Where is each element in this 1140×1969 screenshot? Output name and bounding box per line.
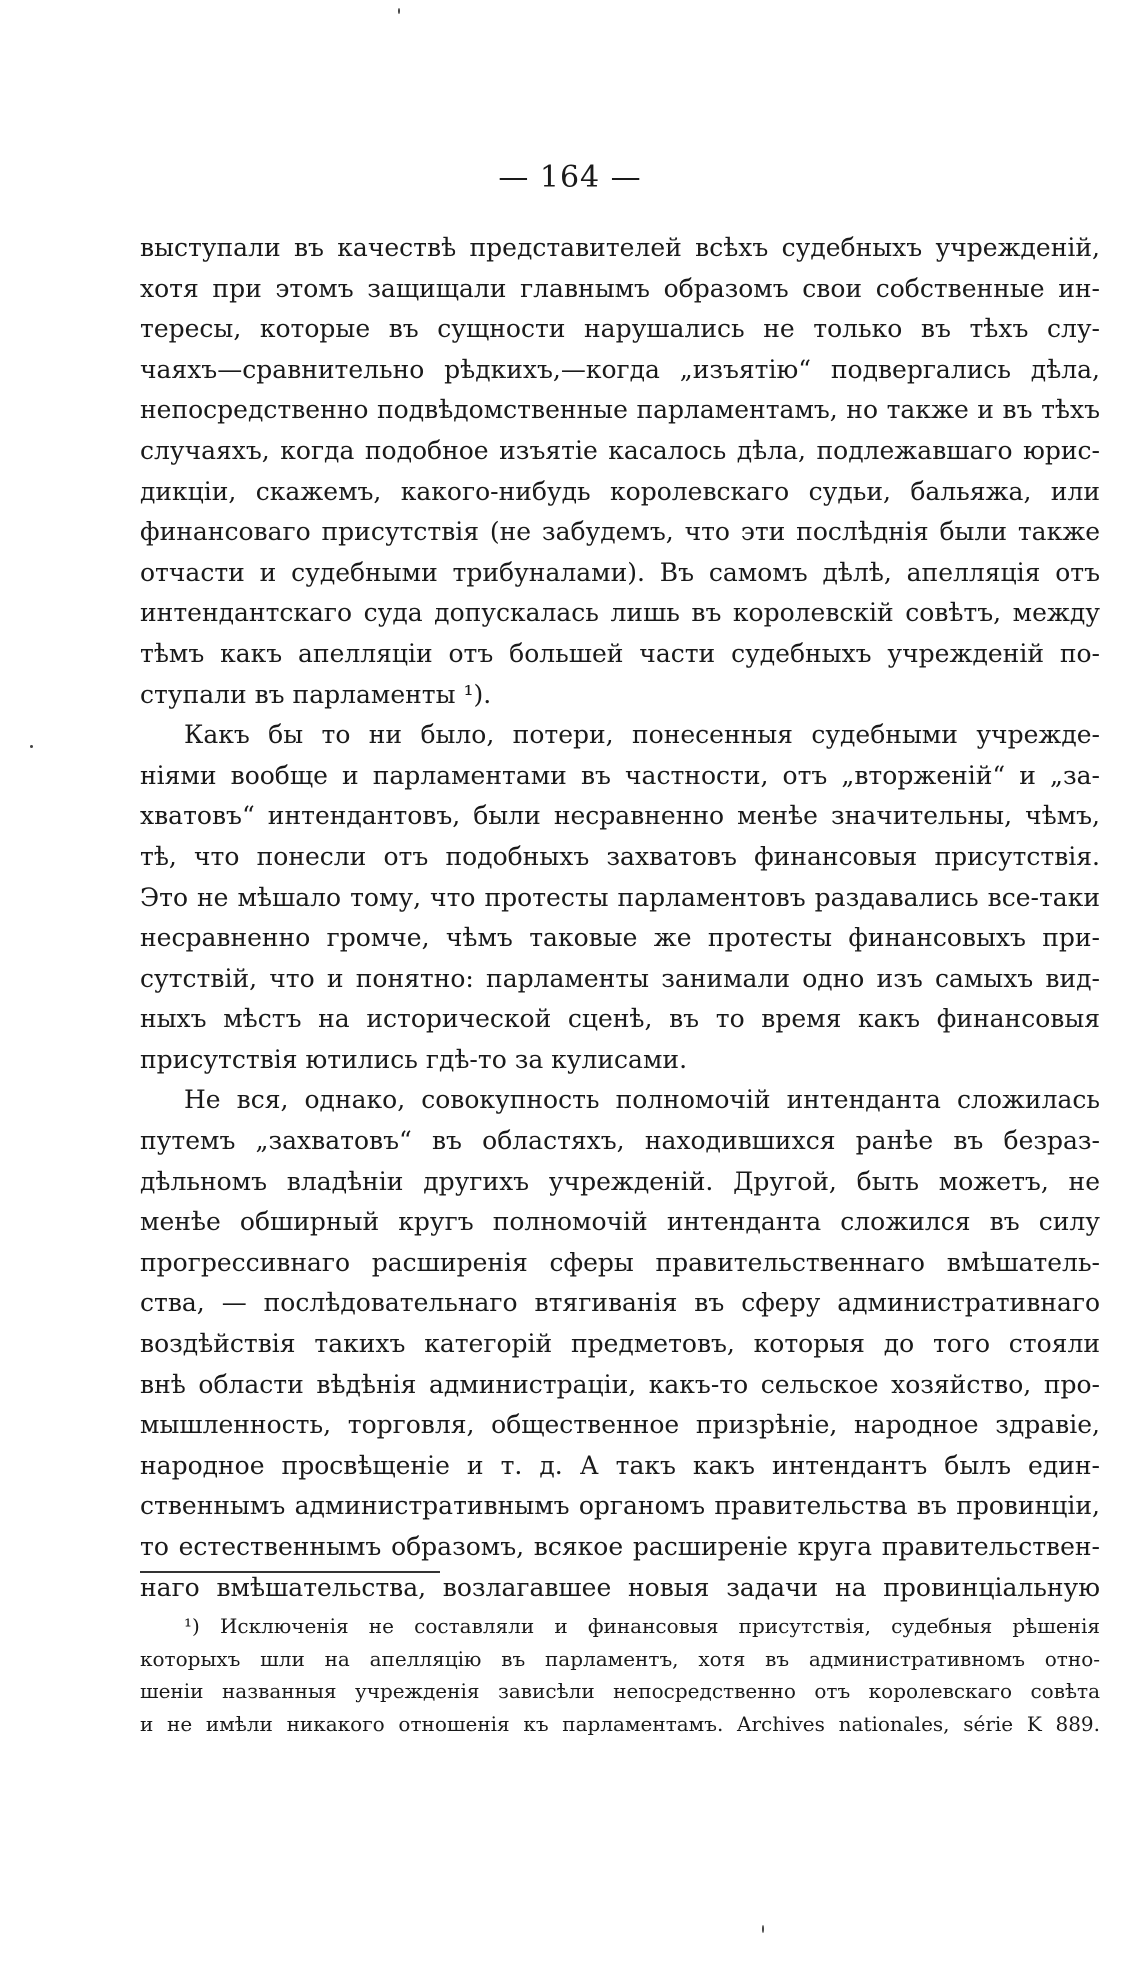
text-line: то естественнымъ образомъ, всякое расширеніе круга правительствен- bbox=[140, 1532, 1100, 1561]
text-line: сутствій, что и понятно: парламенты занимали одно изъ самыхъ вид- bbox=[140, 963, 1100, 993]
text-line: случаяхъ, когда подобное изъятіе касалось дѣла, подлежавшаго юрис- bbox=[140, 435, 1100, 465]
footnote-line: ¹) Исключенія не составляли и финансовыя присутствія, судебныя рѣшенія bbox=[184, 1614, 1100, 1638]
text-line: ства, — послѣдовательнаго втягиванія въ сферу административнаго bbox=[140, 1288, 1100, 1318]
footnote-line: и не имѣли никакого отношенія къ парламентамъ. Archives nationales, série K 889. bbox=[140, 1711, 1100, 1736]
footnote-divider bbox=[140, 1571, 440, 1573]
text-line: ственнымъ административнымъ органомъ правительства въ провинціи, bbox=[140, 1491, 1100, 1521]
body-text bbox=[140, 228, 1100, 1608]
text-line: Какъ бы то ни было, потери, понесенныя судебными учрежде- bbox=[184, 720, 1100, 750]
text-line: выступали въ качествѣ представителей всѣхъ судебныхъ учрежденій, bbox=[140, 233, 1100, 262]
text-line: ніями вообще и парламентами въ частности, отъ „вторженій“ и „за- bbox=[140, 760, 1100, 790]
text-line: чаяхъ—сравнительно рѣдкихъ,—когда „изъятію“ подвергались дѣла, bbox=[140, 354, 1100, 384]
scan-speck bbox=[762, 1925, 764, 1933]
text-line: присутствія ютились гдѣ-то за кулисами. bbox=[140, 1044, 688, 1074]
text-line: Не вся, однако, совокупность полномочій интенданта сложилась bbox=[184, 1085, 1100, 1115]
text-line: ныхъ мѣстъ на исторической сценѣ, въ то время какъ финансовыя bbox=[140, 1004, 1100, 1034]
text-line: финансоваго присутствія (не забудемъ, что эти послѣднія были также bbox=[140, 517, 1100, 547]
text-line: ступали въ парламенты ¹). bbox=[140, 679, 492, 709]
text-line: прогрессивнаго расширенія сферы правительственнаго вмѣшатель- bbox=[140, 1247, 1100, 1277]
paragraph-1 bbox=[140, 228, 1100, 715]
text-line: интендантскаго суда допускалась лишь въ королевскій совѣтъ, между bbox=[140, 598, 1100, 628]
text-line: Это не мѣшало тому, что протесты парламентовъ раздавались все-таки bbox=[140, 882, 1100, 912]
footnote-line: которыхъ шли на апелляцію въ парламентъ, хотя въ административномъ отно- bbox=[140, 1646, 1100, 1671]
footnote-line: шеніи названныя учрежденія зависѣли непосредственно отъ королевскаго совѣта bbox=[140, 1679, 1100, 1703]
text-line: наго вмѣшательства, возлагавшее новыя задачи на провинціальную bbox=[140, 1572, 1100, 1602]
text-line: дикціи, скажемъ, какого-нибудь королевскаго судьи, бальяжа, или bbox=[140, 476, 1100, 506]
text-line: тѣмъ какъ апелляціи отъ большей части судебныхъ учрежденій по- bbox=[140, 638, 1100, 668]
page-number: — 164 — bbox=[498, 160, 642, 195]
text-line: отчасти и судебными трибуналами). Въ самомъ дѣлѣ, апелляція отъ bbox=[140, 557, 1100, 587]
paragraph-2 bbox=[140, 715, 1100, 1080]
text-line: непосредственно подвѣдомственные парламентамъ, но также и въ тѣхъ bbox=[140, 395, 1100, 425]
text-line: мышленность, торговля, общественное призрѣніе, народное здравіе, bbox=[140, 1410, 1100, 1440]
text-line: тересы, которые въ сущности нарушались не только въ тѣхъ слу- bbox=[140, 314, 1100, 344]
text-line: хватовъ“ интендантовъ, были несравненно менѣе значительны, чѣмъ, bbox=[140, 801, 1100, 831]
footnote bbox=[140, 1610, 1100, 1740]
paragraph-3 bbox=[140, 1080, 1100, 1608]
text-line: несравненно громче, чѣмъ таковые же протесты финансовыхъ при- bbox=[140, 923, 1100, 953]
text-line: менѣе обширный кругъ полномочій интенданта сложился въ силу bbox=[140, 1207, 1100, 1237]
scan-speck bbox=[30, 745, 33, 748]
text-line: путемъ „захватовъ“ въ областяхъ, находившихся ранѣе въ безраз- bbox=[140, 1126, 1100, 1156]
text-line: тѣ, что понесли отъ подобныхъ захватовъ финансовыя присутствія. bbox=[140, 841, 1100, 871]
scan-speck bbox=[398, 8, 400, 14]
text-line: хотя при этомъ защищали главнымъ образомъ свои собственные ин- bbox=[140, 273, 1100, 303]
text-line: воздѣйствія такихъ категорій предметовъ, которыя до того стояли bbox=[140, 1329, 1100, 1359]
text-line: внѣ области вѣдѣнія администраціи, какъ-то сельское хозяйство, про- bbox=[140, 1369, 1100, 1399]
text-line: народное просвѣщеніе и т. д. А такъ какъ интендантъ былъ един- bbox=[140, 1450, 1100, 1480]
text-line: дѣльномъ владѣніи другихъ учрежденій. Другой, быть можетъ, не bbox=[140, 1166, 1100, 1196]
